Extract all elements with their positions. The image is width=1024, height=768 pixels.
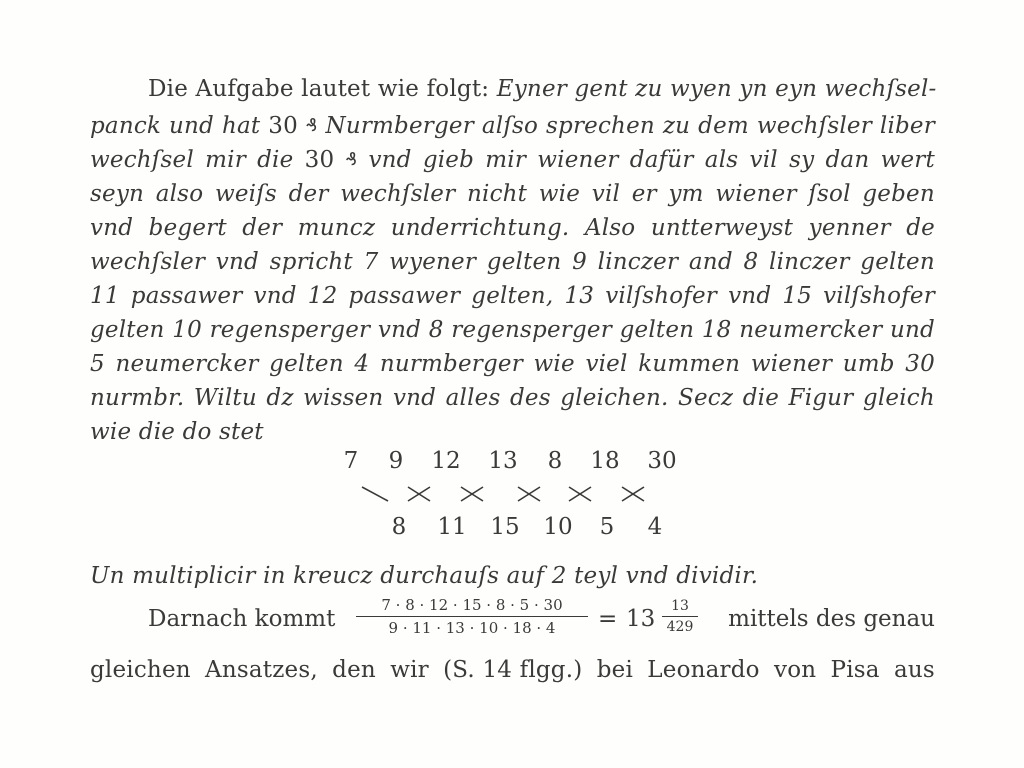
number: 4 bbox=[354, 351, 370, 377]
word: vil bbox=[591, 181, 621, 207]
equals-sign: = bbox=[598, 606, 618, 632]
number: 10 bbox=[172, 317, 202, 343]
word: vnd bbox=[90, 215, 134, 241]
figure-number: 11 bbox=[437, 514, 467, 540]
text-line-4 bbox=[90, 179, 935, 209]
figure-number: 12 bbox=[431, 448, 461, 474]
word: gelten bbox=[619, 317, 695, 343]
word: Figur bbox=[788, 385, 854, 411]
word: wie bbox=[538, 181, 581, 207]
word: mir bbox=[205, 147, 246, 173]
word: wie bbox=[533, 351, 575, 377]
number: 30 bbox=[304, 147, 335, 173]
word: regensperger bbox=[209, 317, 371, 343]
word: gelten bbox=[486, 249, 562, 275]
word: vnd bbox=[368, 147, 412, 173]
word: neumercker bbox=[115, 351, 259, 377]
word: und bbox=[889, 317, 935, 343]
word: and bbox=[688, 249, 733, 275]
word: muncz bbox=[297, 215, 376, 241]
text-line-5 bbox=[90, 213, 935, 243]
word: vnd bbox=[253, 283, 297, 309]
result-fraction bbox=[662, 598, 698, 635]
word: de bbox=[906, 215, 935, 241]
figure-number: 18 bbox=[590, 448, 620, 474]
word: wert bbox=[880, 147, 935, 173]
number: 13 bbox=[564, 283, 595, 309]
word: dafür bbox=[629, 147, 694, 173]
word: sprechen bbox=[546, 113, 655, 139]
quote-start: Eyner gent zu wyen yn eyn wechſsel- bbox=[496, 76, 937, 102]
number: 30 bbox=[268, 113, 298, 139]
number: 8 bbox=[743, 249, 759, 275]
word: gleich bbox=[862, 385, 935, 411]
text-line-9 bbox=[90, 349, 935, 379]
cross-icon bbox=[406, 484, 432, 504]
word: vnd bbox=[215, 249, 259, 275]
number: 18 bbox=[701, 317, 732, 343]
word: er bbox=[631, 181, 657, 207]
word: gleichen bbox=[90, 657, 191, 683]
figure-number: 4 bbox=[647, 514, 663, 540]
text-line-11 bbox=[90, 417, 935, 447]
instruction-line bbox=[90, 561, 935, 591]
number: 5 bbox=[90, 351, 105, 377]
word: Leonardo bbox=[647, 657, 760, 683]
word: also bbox=[155, 181, 204, 207]
word: begert bbox=[148, 215, 227, 241]
word: wechſsler bbox=[756, 113, 872, 139]
word: Also bbox=[584, 215, 636, 241]
word: wiener bbox=[750, 351, 833, 377]
word: der bbox=[242, 215, 283, 241]
word: aus bbox=[893, 657, 935, 683]
intro-text: Die Aufgabe lautet wie folgt: bbox=[148, 76, 490, 102]
diagonal-line-icon bbox=[360, 484, 390, 504]
result-denominator: 429 bbox=[666, 619, 694, 635]
word: wechſsel bbox=[90, 147, 194, 173]
formula-tail: mittels des genau bbox=[728, 606, 935, 632]
word: Nurmberger bbox=[325, 113, 474, 139]
word: vnd bbox=[377, 317, 422, 343]
word: mir bbox=[485, 147, 527, 173]
word: sy bbox=[789, 147, 815, 173]
word: gelten bbox=[269, 351, 344, 377]
word: liber bbox=[879, 113, 935, 139]
word: nurmbr. bbox=[90, 385, 185, 411]
word: Ansatzes, bbox=[205, 657, 318, 683]
word: vnd bbox=[728, 283, 772, 309]
main-fraction bbox=[356, 596, 588, 637]
text-line-7 bbox=[90, 281, 935, 311]
line-text: wie die do stet bbox=[90, 419, 264, 445]
word: untterweyst bbox=[650, 215, 794, 241]
word: gelten bbox=[90, 317, 165, 343]
word: wiener bbox=[715, 181, 797, 207]
word: ſsol bbox=[808, 181, 851, 207]
word: seyn bbox=[90, 181, 145, 207]
word: hat bbox=[221, 113, 261, 139]
cross-icon bbox=[516, 484, 542, 504]
word: vilſshofer bbox=[605, 283, 718, 309]
result-whole: 13 bbox=[626, 606, 656, 632]
result-fraction-bar bbox=[662, 616, 698, 617]
fraction-bar bbox=[356, 616, 588, 617]
cross-icon bbox=[567, 484, 593, 504]
word: den bbox=[332, 657, 376, 683]
text-line-last bbox=[90, 655, 935, 685]
text-line-6 bbox=[90, 247, 935, 277]
text-line-2 bbox=[90, 111, 935, 141]
figure-number: 30 bbox=[647, 448, 677, 474]
word: wiener bbox=[537, 147, 619, 173]
word: viel bbox=[585, 351, 628, 377]
word: wyener bbox=[389, 249, 477, 275]
word: der bbox=[288, 181, 329, 207]
number: 11 bbox=[90, 283, 120, 309]
word: wissen bbox=[303, 385, 384, 411]
figure-number: 9 bbox=[388, 448, 404, 474]
word: panck bbox=[90, 113, 162, 139]
word: geben bbox=[862, 181, 935, 207]
word: kummen bbox=[638, 351, 741, 377]
word: underrichtung. bbox=[390, 215, 570, 241]
word: ym bbox=[668, 181, 704, 207]
formula-line bbox=[90, 596, 935, 646]
word: die bbox=[257, 147, 294, 173]
word: Wiltu bbox=[193, 385, 257, 411]
word: Pisa bbox=[830, 657, 880, 683]
pfennig-symbol: ₰ bbox=[345, 149, 358, 170]
word: passawer bbox=[348, 283, 461, 309]
word: von bbox=[774, 657, 817, 683]
word: dan bbox=[825, 147, 870, 173]
word: nicht bbox=[467, 181, 528, 207]
word: nurmberger bbox=[379, 351, 523, 377]
word: gleichen. bbox=[560, 385, 669, 411]
word: als bbox=[704, 147, 739, 173]
instruction-text: Un multiplicir in kreucz durchauſs auf 2 teyl vnd dividir. bbox=[90, 563, 759, 589]
figure-number: 15 bbox=[490, 514, 520, 540]
word: alles bbox=[445, 385, 501, 411]
word: wechſsler bbox=[340, 181, 456, 207]
formula-lead: Darnach kommt bbox=[148, 606, 336, 632]
word: neumercker bbox=[739, 317, 883, 343]
word: vil bbox=[749, 147, 778, 173]
word: vnd bbox=[392, 385, 437, 411]
citation: (S. 14 flgg.) bbox=[443, 657, 583, 683]
word: alſso bbox=[481, 113, 539, 139]
word: dem bbox=[698, 113, 749, 139]
word: linczer bbox=[769, 249, 850, 275]
word: wir bbox=[390, 657, 429, 683]
number: 30 bbox=[905, 351, 935, 377]
figure-number: 10 bbox=[543, 514, 573, 540]
number: 12 bbox=[307, 283, 338, 309]
figure-number: 7 bbox=[343, 448, 359, 474]
word: bei bbox=[596, 657, 633, 683]
fraction-denominator: 9 · 11 · 13 · 10 · 18 · 4 bbox=[388, 619, 556, 637]
word: Secz bbox=[678, 385, 734, 411]
number: 7 bbox=[363, 249, 379, 275]
text-line-3 bbox=[90, 145, 935, 175]
figure-number: 8 bbox=[391, 514, 407, 540]
word: gelten, bbox=[471, 283, 554, 309]
word: yenner bbox=[808, 215, 891, 241]
pfennig-symbol: ₰ bbox=[305, 115, 318, 136]
text-line-8 bbox=[90, 315, 935, 345]
cross-icon bbox=[459, 484, 485, 504]
word: passawer bbox=[130, 283, 243, 309]
text-line-1 bbox=[90, 74, 935, 104]
result-numerator: 13 bbox=[671, 598, 689, 614]
word: zu bbox=[662, 113, 691, 139]
cross-icon bbox=[620, 484, 646, 504]
word: regensperger bbox=[451, 317, 612, 343]
word: vilſshofer bbox=[823, 283, 935, 309]
word: die bbox=[742, 385, 780, 411]
figure-number: 8 bbox=[547, 448, 563, 474]
fraction-numerator: 7 · 8 · 12 · 15 · 8 · 5 · 30 bbox=[381, 596, 563, 614]
word: gelten bbox=[860, 249, 935, 275]
word: wechſsler bbox=[90, 249, 206, 275]
word: umb bbox=[842, 351, 895, 377]
word: und bbox=[169, 113, 214, 139]
word: weiſs bbox=[214, 181, 277, 207]
number: 8 bbox=[428, 317, 444, 343]
figure-number: 5 bbox=[599, 514, 615, 540]
word: spricht bbox=[269, 249, 353, 275]
word: linczer bbox=[597, 249, 679, 275]
figure-number: 13 bbox=[488, 448, 518, 474]
word: dz bbox=[266, 385, 294, 411]
word: gieb bbox=[422, 147, 475, 173]
number: 9 bbox=[572, 249, 587, 275]
text-line-10 bbox=[90, 383, 935, 413]
word: des bbox=[509, 385, 551, 411]
number: 15 bbox=[782, 283, 813, 309]
